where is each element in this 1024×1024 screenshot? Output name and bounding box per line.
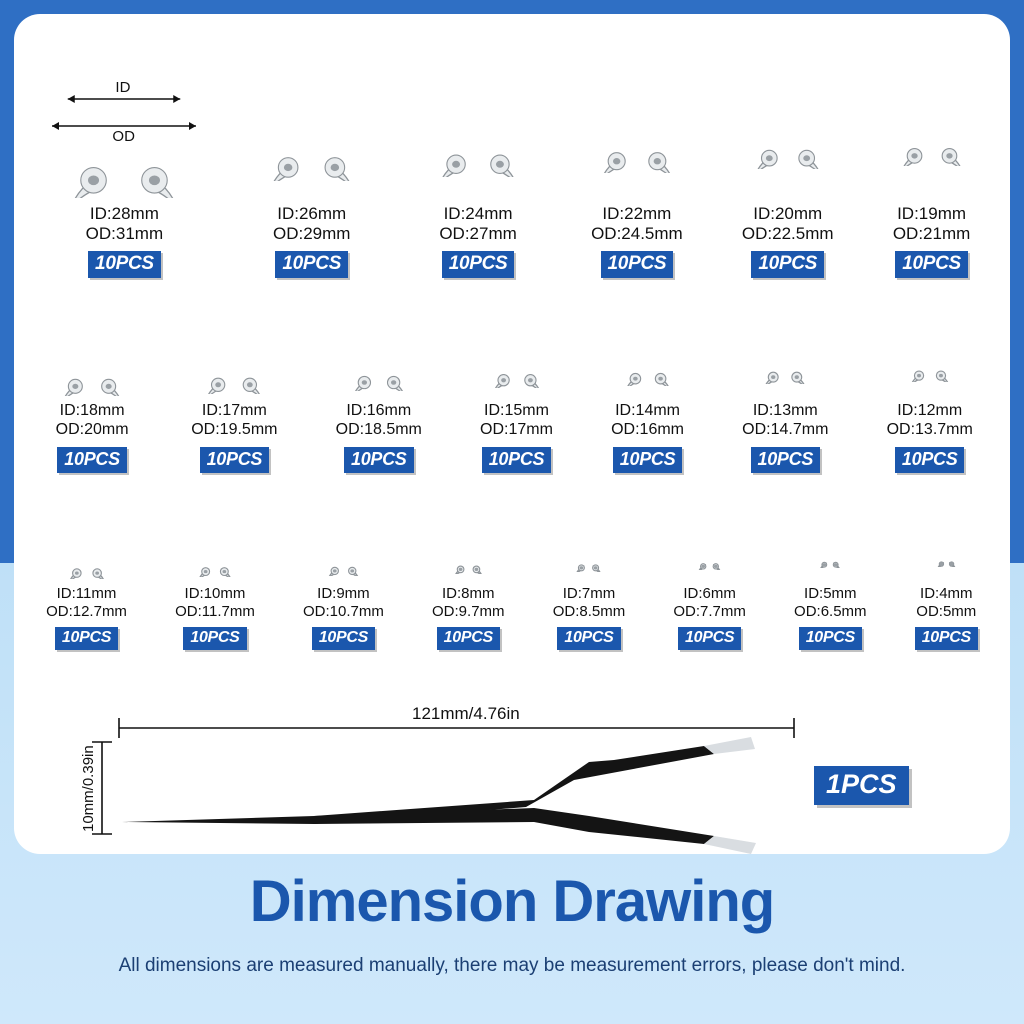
ring-dimensions (611, 402, 684, 440)
ring-od-text: OD:29mm (273, 224, 351, 244)
ring-id-text: ID:18mm (59, 402, 125, 419)
tweezers-height-label: 10mm/0.39in (80, 745, 97, 832)
white-card (14, 14, 1010, 854)
ring-od-text: OD:31mm (85, 224, 164, 244)
quantity-badge: 10PCS (88, 251, 161, 278)
quantity-badge: 10PCS (200, 447, 270, 473)
ring-row-2 (14, 314, 1010, 473)
ring-item (587, 48, 687, 278)
retaining-ring-icon (587, 48, 687, 198)
ring-row-3 (14, 529, 1010, 650)
ring-id-text: ID:14mm (615, 402, 681, 419)
quantity-badge: 10PCS (344, 447, 414, 473)
ring-item (46, 529, 127, 650)
retaining-ring-icon (343, 314, 415, 396)
ring-item (742, 314, 828, 473)
retaining-ring-icon (322, 529, 365, 579)
ring-id-text: ID:7mm (562, 585, 616, 602)
ring-od-text: OD:10.7mm (303, 602, 384, 620)
retaining-ring-icon (903, 314, 957, 396)
ring-od-text: OD:7.7mm (673, 602, 746, 620)
ring-od-text: OD:13.7mm (886, 420, 973, 438)
page-subtitle: All dimensions are measured manually, there may be measurement errors, please don't mind. (118, 955, 906, 976)
quantity-badge: 10PCS (895, 447, 965, 473)
quantity-badge: 10PCS (915, 627, 978, 650)
ring-id-text: ID:9mm (317, 585, 370, 602)
ring-item (191, 314, 277, 473)
ring-id-text: ID:6mm (683, 585, 736, 602)
ring-od-text: OD:14.7mm (742, 420, 829, 438)
ring-od-text: OD:6.5mm (794, 602, 867, 620)
ring-item (303, 529, 384, 650)
ring-id-text: ID:11mm (56, 585, 117, 602)
quantity-badge: 10PCS (557, 627, 620, 650)
ring-dimensions (432, 585, 505, 620)
id-annotation-label: ID (115, 79, 131, 96)
ring-od-text: OD:27mm (439, 224, 517, 244)
ring-id-text: ID:12mm (897, 402, 963, 419)
ring-item (432, 529, 505, 650)
ring-od-text: OD:5mm (916, 602, 977, 620)
ring-dimensions (273, 204, 350, 244)
quantity-badge: 10PCS (482, 447, 552, 473)
quantity-badge: 10PCS (895, 251, 968, 278)
ring-item (887, 314, 973, 473)
quantity-badge: 10PCS (57, 447, 127, 473)
quantity-badge: 10PCS (55, 627, 118, 650)
ring-dimensions (303, 585, 384, 620)
retaining-ring-icon (449, 529, 488, 579)
quantity-badge: 10PCS (678, 627, 741, 650)
retaining-ring-icon (62, 529, 112, 579)
tweezers-length-label: 121mm/4.76in (412, 704, 520, 723)
ring-id-text: ID:19mm (897, 204, 967, 223)
ring-item (480, 314, 553, 473)
ring-item (794, 529, 867, 650)
ring-id-text: ID:8mm (442, 585, 495, 602)
retaining-ring-icon (742, 48, 834, 198)
ring-od-text: OD:20mm (55, 420, 129, 438)
ring-dimensions (916, 585, 976, 620)
ring-dimensions (794, 585, 867, 620)
retaining-ring-icon (49, 48, 199, 198)
ring-od-text: OD:8.5mm (552, 602, 626, 620)
ring-dimensions (175, 585, 255, 620)
retaining-ring-icon (889, 48, 975, 198)
retaining-ring-icon (571, 529, 606, 579)
ring-id-text: ID:20mm (753, 204, 823, 223)
retaining-ring-icon (51, 314, 133, 396)
quantity-badge: 10PCS (183, 627, 246, 650)
ring-id-text: ID:10mm (184, 585, 246, 602)
quantity-badge: 10PCS (751, 251, 824, 278)
page-title: Dimension Drawing (249, 869, 775, 934)
ring-dimensions (591, 204, 683, 244)
ring-od-text: OD:17mm (480, 420, 553, 438)
quantity-badge: 10PCS (799, 627, 862, 650)
ring-item (336, 314, 422, 473)
ring-dimensions (553, 585, 626, 620)
ring-id-text: ID:22mm (602, 204, 672, 223)
ring-dimensions (673, 585, 746, 620)
ring-item (742, 48, 834, 278)
ring-item (611, 314, 684, 473)
retaining-ring-icon (756, 314, 814, 396)
retaining-ring-icon (424, 48, 532, 198)
tweezers-qty-badge: 1PCS (814, 766, 909, 805)
retaining-ring-icon (934, 529, 959, 579)
retaining-ring-icon (617, 314, 679, 396)
ring-dimensions (742, 402, 828, 440)
quantity-badge: 10PCS (437, 627, 500, 650)
ring-od-text: OD:21mm (892, 224, 971, 244)
ring-id-text: ID:17mm (201, 402, 267, 419)
ring-id-text: ID:15mm (484, 402, 549, 419)
quantity-badge: 10PCS (601, 251, 674, 278)
ring-od-text: OD:18.5mm (335, 420, 422, 438)
quantity-badge: 10PCS (751, 447, 821, 473)
ring-dimensions (56, 402, 129, 440)
ring-id-text: ID:5mm (804, 585, 857, 602)
retaining-ring-icon (484, 314, 550, 396)
quantity-badge: 10PCS (312, 627, 375, 650)
retaining-ring-icon (254, 48, 369, 198)
retaining-ring-icon (195, 314, 273, 396)
ring-id-text: ID:4mm (920, 585, 973, 602)
quantity-badge: 10PCS (275, 251, 348, 278)
ring-dimensions (480, 402, 553, 440)
ring-dimensions (893, 204, 970, 244)
ring-item (424, 48, 532, 278)
ring-od-text: OD:24.5mm (591, 224, 683, 244)
ring-item (673, 529, 746, 650)
ring-dimensions (887, 402, 973, 440)
ring-id-text: ID:26mm (277, 204, 347, 223)
ring-dimensions (86, 204, 163, 244)
ring-id-text: ID:28mm (89, 204, 159, 223)
ring-od-text: OD:22.5mm (741, 224, 834, 244)
ring-dimensions (742, 204, 834, 244)
ring-dimensions (336, 402, 422, 440)
ring-item (553, 529, 626, 650)
ring-od-text: OD:16mm (611, 420, 685, 438)
ring-item (51, 314, 133, 473)
ring-item (254, 48, 369, 278)
ring-id-text: ID:13mm (752, 402, 818, 419)
ring-dimensions (46, 585, 127, 620)
ring-od-text: OD:12.7mm (46, 602, 127, 620)
ring-dimensions (439, 204, 516, 244)
ring-od-text: OD:9.7mm (432, 602, 505, 620)
ring-item (49, 48, 199, 278)
quantity-badge: 10PCS (442, 251, 515, 278)
retaining-ring-icon (192, 529, 238, 579)
ring-dimensions (191, 402, 277, 440)
od-annotation-label: OD (112, 128, 135, 145)
ring-item (175, 529, 255, 650)
retaining-ring-icon (694, 529, 725, 579)
retaining-ring-icon (816, 529, 844, 579)
ring-item (889, 48, 975, 278)
ring-od-text: OD:19.5mm (191, 420, 278, 438)
ring-id-text: ID:16mm (346, 402, 412, 419)
ring-row-1 (14, 48, 1010, 278)
quantity-badge: 10PCS (613, 447, 683, 473)
ring-od-text: OD:11.7mm (175, 602, 255, 620)
ring-item (915, 529, 978, 650)
tweezers-block (14, 704, 1010, 854)
ring-id-text: ID:24mm (443, 204, 513, 223)
